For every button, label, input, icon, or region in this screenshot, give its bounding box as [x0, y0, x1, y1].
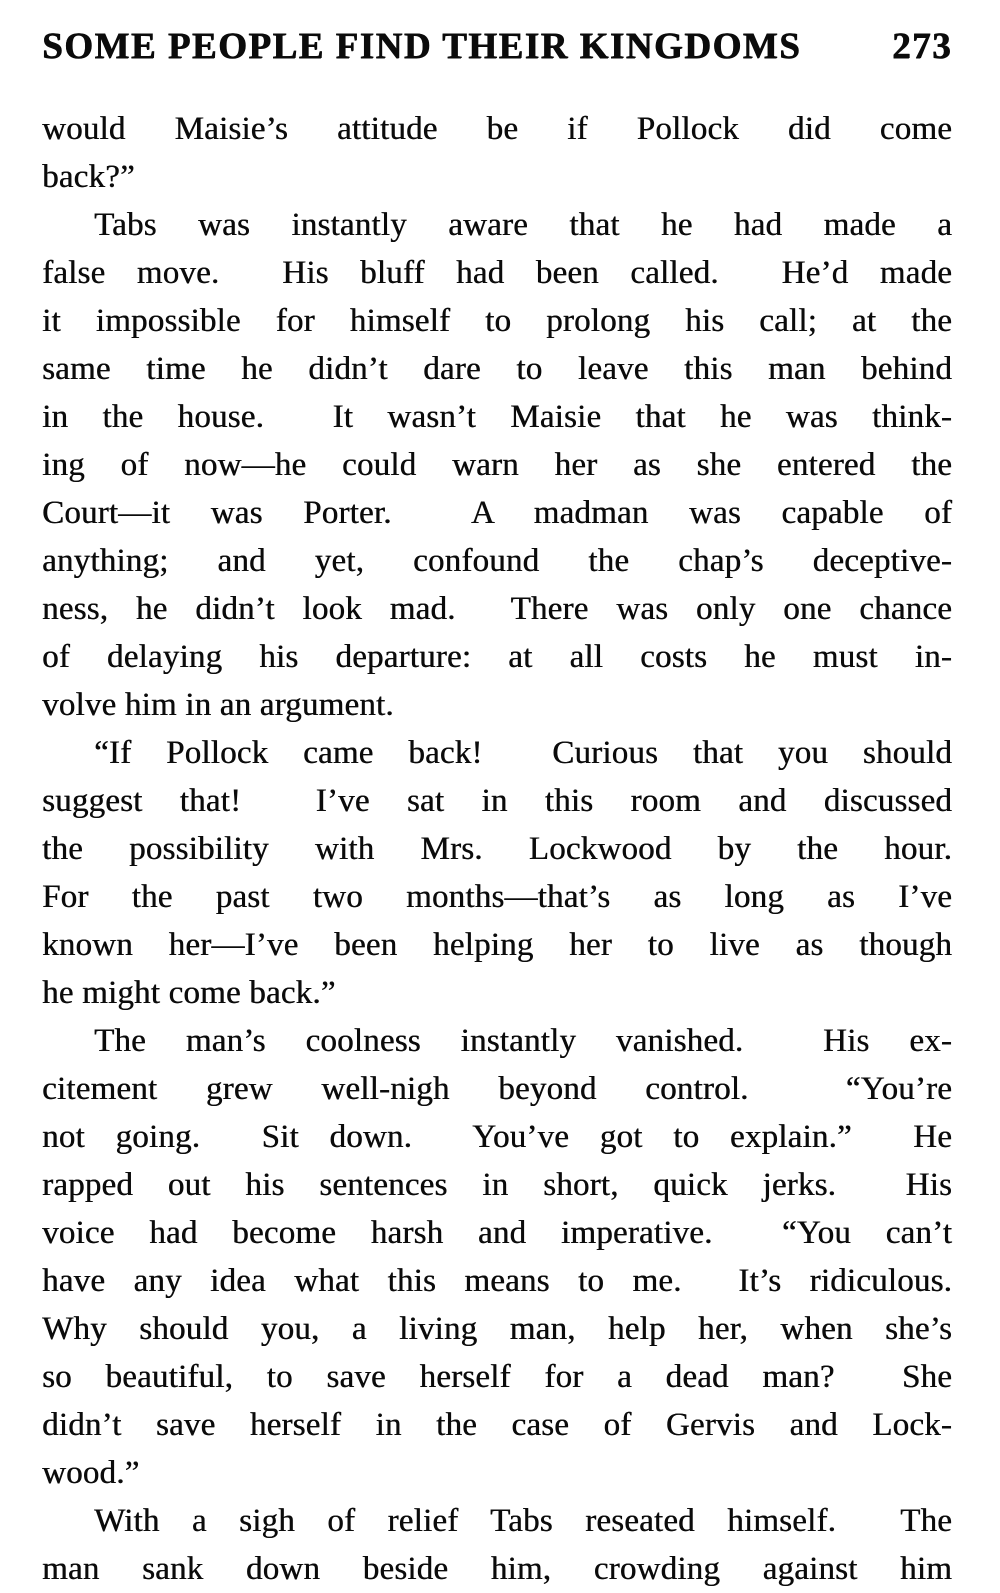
running-head-title: SOME PEOPLE FIND THEIR KINGDOMS — [42, 26, 802, 67]
text-line: volve him in an argument. — [42, 687, 394, 723]
text-line: of delaying his departure: at all costs he must in- — [42, 639, 952, 675]
text-line: With a sigh of relief Tabs reseated himself. The — [94, 1503, 952, 1539]
text-line: in the house. It wasn’t Maisie that he was think- — [42, 399, 952, 435]
text-line: it impossible for himself to prolong his call; at the — [42, 303, 952, 339]
text-lines — [42, 105, 952, 1593]
text-line: Why should you, a living man, help her, when she’s — [42, 1311, 952, 1347]
text-line: “If Pollock came back! Curious that you should — [94, 735, 952, 771]
text-line: rapped out his sentences in short, quick jerks. His — [42, 1167, 952, 1203]
running-head — [42, 26, 952, 68]
text-line: didn’t save herself in the case of Gervis and Lock- — [42, 1407, 952, 1443]
text-line: For the past two months—that’s as long as I’ve — [42, 879, 952, 915]
text-line: back?” — [42, 159, 135, 195]
text-line: wood.” — [42, 1455, 140, 1491]
text-line: known her—I’ve been helping her to live as though — [42, 927, 952, 963]
text-line: suggest that! I’ve sat in this room and discussed — [42, 783, 952, 819]
text-line: The man’s coolness instantly vanished. His ex- — [94, 1023, 952, 1059]
text-line: ing of now—he could warn her as she entered the — [42, 447, 952, 483]
text-line: ness, he didn’t look mad. There was only one chance — [42, 591, 952, 627]
text-line: the possibility with Mrs. Lockwood by the hour. — [42, 831, 952, 867]
text-line: same time he didn’t dare to leave this man behind — [42, 351, 952, 387]
text-line: so beautiful, to save herself for a dead man? She — [42, 1359, 952, 1395]
text-line: false move. His bluff had been called. He’d made — [42, 255, 952, 291]
text-line: he might come back.” — [42, 975, 336, 1011]
text-line: man sank down beside him, crowding against him — [42, 1551, 952, 1587]
text-line: anything; and yet, confound the chap’s deceptive- — [42, 543, 952, 579]
text-line: Court—it was Porter. A madman was capable of — [42, 495, 952, 531]
text-line: have any idea what this means to me. It’s ridiculous. — [42, 1263, 952, 1299]
page-number: 273 — [892, 26, 952, 67]
text-line: Tabs was instantly aware that he had made a — [94, 207, 952, 243]
text-line: citement grew well-nigh beyond control. “You’re — [42, 1071, 952, 1107]
text-line: would Maisie’s attitude be if Pollock did come — [42, 111, 952, 147]
text-line: voice had become harsh and imperative. “You can’t — [42, 1215, 952, 1251]
text-line: not going. Sit down. You’ve got to explain.” He — [42, 1119, 952, 1155]
